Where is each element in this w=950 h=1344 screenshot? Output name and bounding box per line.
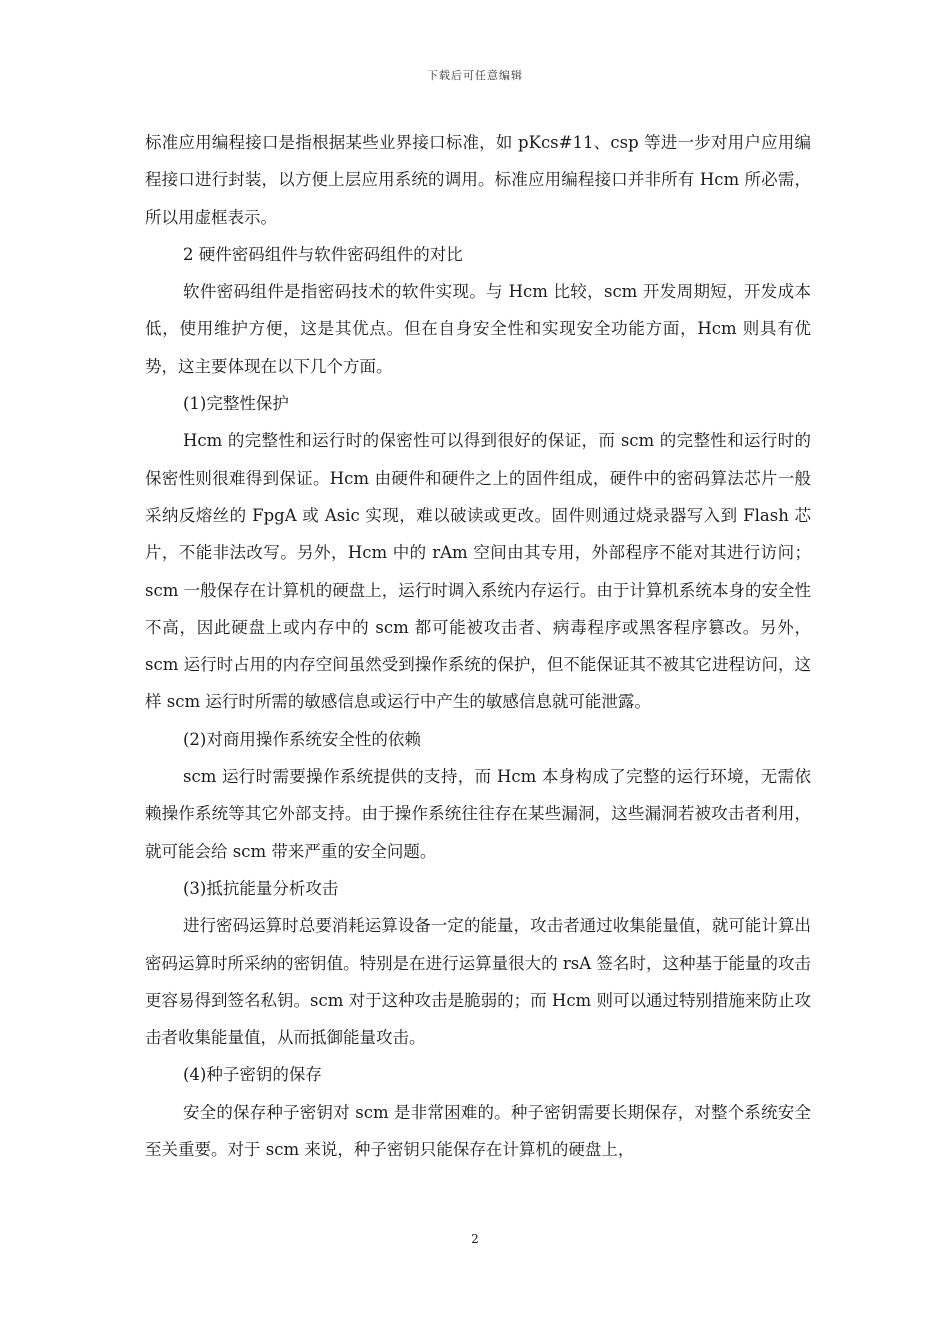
section-heading-comparison: 2 硬件密码组件与软件密码组件的对比 — [183, 244, 463, 264]
paragraph-power-analysis: 进行密码运算时总要消耗运算设备一定的能量，攻击者通过收集能量值，就可能计算出密码运算时所采纳的密钥值。特别是在进行运算量很大的 rsA 签名时，这种基于能量的攻击更容易得到签名私钥。scm 对于这种攻击是脆弱的；而 Hcm 则可以通过特别措施来防止攻击者收集能量值，从而抵御能量攻击。 — [145, 916, 811, 1048]
subheading-seed-key: (4)种子密钥的保存 — [183, 1065, 322, 1085]
page-number: 2 — [471, 1232, 479, 1246]
paragraph-software-crypto: 软件密码组件是指密码技术的软件实现。与 Hcm 比较，scm 开发周期短，开发成本低，使用维护方便，这是其优点。但在自身安全性和实现安全功能方面，Hcm 则具有优势，这主要体现在以下几个方面。 — [145, 282, 811, 376]
subheading-os-dependency: (2)对商用操作系统安全性的依赖 — [183, 729, 421, 749]
subheading-integrity: (1)完整性保护 — [183, 394, 289, 414]
page-header: 下载后可任意编辑 — [427, 69, 523, 82]
paragraph-seed-key: 安全的保存种子密钥对 scm 是非常困难的。种子密钥需要长期保存，对整个系统安全至关重要。对于 scm 来说，种子密钥只能保存在计算机的硬盘上， — [145, 1102, 811, 1160]
paragraph-api-description: 标准应用编程接口是指根据某些业界接口标准，如 pKcs#11、csp 等进一步对用户应用编程接口进行封装，以方便上层应用系统的调用。标准应用编程接口并非所有 Hcm 所必需，所以用虚框表示。 — [145, 133, 811, 227]
document-body — [145, 124, 811, 1168]
paragraph-os-dependency: scm 运行时需要操作系统提供的支持，而 Hcm 本身构成了完整的运行环境，无需依赖操作系统等其它外部支持。由于操作系统往往存在某些漏洞，这些漏洞若被攻击者利用，就可能会给 scm 带来严重的安全问题。 — [145, 767, 811, 861]
subheading-power-analysis: (3)抵抗能量分析攻击 — [183, 878, 339, 898]
paragraph-integrity: Hcm 的完整性和运行时的保密性可以得到很好的保证，而 scm 的完整性和运行时的保密性则很难得到保证。Hcm 由硬件和硬件之上的固件组成，硬件中的密码算法芯片一般采纳反熔丝的 FpgA 或 Asic 实现，难以破读或更改。固件则通过烧录器写入到 Flash 芯片，不能非法改写。另外，Hcm 中的 rAm 空间由其专用，外部程序不能对其进行访问；scm 一般保存在计算机的硬盘上，运行时调入系统内存运行。由于计算机系统本身的安全性不高，因此硬盘上或内存中的 scm 都可能被攻击者、病毒程序或黑客程序篡改。另外，scm 运行时占用的内存空间虽然受到操作系统的保护，但不能保证其不被其它进程访问，这样 scm 运行时所需的敏感信息或运行中产生的敏感信息就可能泄露。 — [145, 431, 811, 712]
